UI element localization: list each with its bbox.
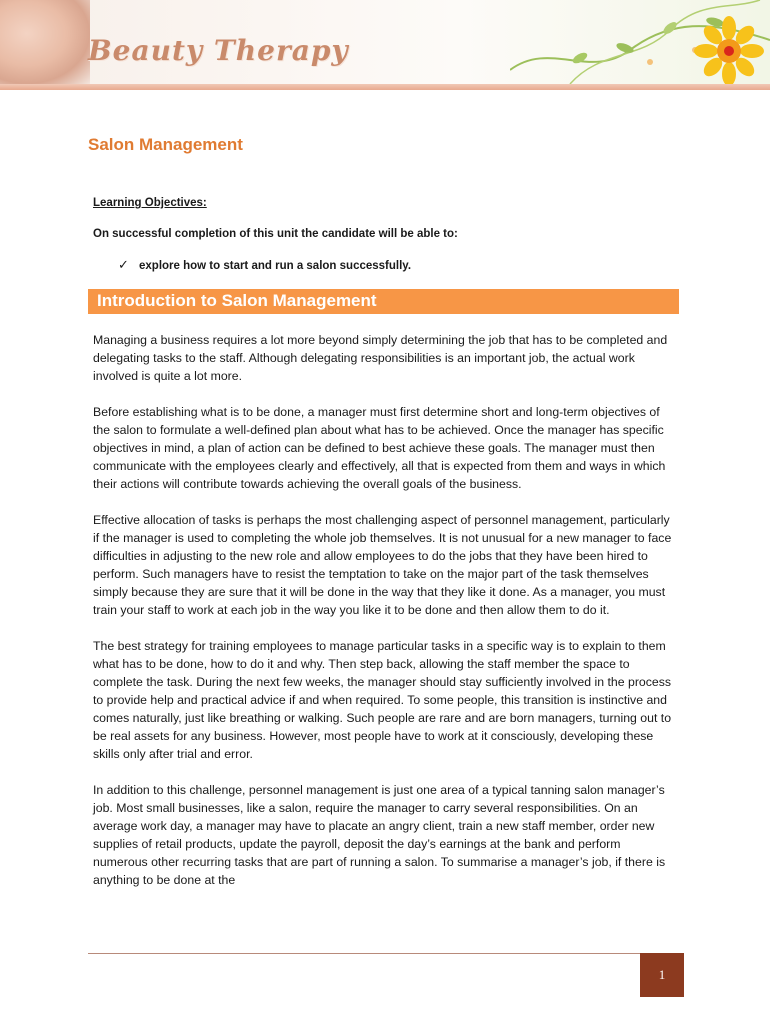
sunflower-icon [694, 16, 764, 86]
learning-objective-item [118, 257, 411, 273]
paragraph: Before establishing what is to be done, a manager must first determine short and long-term objectives of the salon to formulate a well-defined plan about what has to be achieved. Once the manager has specific objectives in mind, a plan of action can be defined to best achieve these goals. The manager must then communicate with the employees clearly and effectively, all that is expected from them and ways in which their actions will contribute towards achieving the overall goals of the business. [93, 405, 666, 491]
learning-objective-text: explore how to start and run a salon successfully. [139, 260, 412, 272]
header-banner [0, 0, 770, 90]
brand-title: Beauty Therapy [88, 34, 349, 67]
banner-divider [0, 84, 770, 90]
paragraph: Managing a business requires a lot more beyond simply determining the job that has to be completed and delegating tasks to the staff. Although delegating responsibilities is an important job, the actual work involved is quite a lot more. [93, 333, 668, 383]
checkmark-icon: ✓ [118, 257, 129, 272]
paragraph: Effective allocation of tasks is perhaps the most challenging aspect of personnel management, particularly if the manager is used to completing the whole job themselves. It is not unusual for a new manager to face difficulties in adjusting to the new role and allow employees to do the jobs that they have been hired to perform. Such managers have to resist the temptation to take on the major part of the task themselves simply because they are sure that it will be done in the way that they like it done. As a manager, you must train your staff to work at each job in the way you like it to be done and then allow them to do it. [93, 513, 672, 617]
section-heading-bar [88, 289, 679, 314]
paragraph: The best strategy for training employees to manage particular tasks in a specific way is to explain to them what has to be done, how to do it and why. Then step back, allowing the staff member the space to complete the task. During the next few weeks, the manager should stay sufficiently involved in the process to provide help and practical advice if and when required. To some people, this transition is instinctive and comes naturally, just like breathing or walking. Such people are rare and are born managers, turning out to be real assets for any business. However, most people have to work at it consciously, developing these skills only after trial and error. [93, 639, 672, 761]
page-number: 1 [640, 953, 684, 997]
face-image [0, 0, 90, 84]
document-title: Salon Management [88, 135, 243, 154]
footer-divider [88, 953, 684, 954]
section-body [93, 331, 676, 907]
learning-objectives-heading: Learning Objectives: [93, 197, 207, 209]
learning-objectives-intro: On successful completion of this unit the candidate will be able to: [93, 228, 458, 240]
section-heading: Introduction to Salon Management [97, 291, 377, 310]
paragraph: In addition to this challenge, personnel management is just one area of a typical tanning salon manager’s job. Most small businesses, like a salon, require the manager to carry several responsibilities. On an average work day, a manager may have to placate an angry client, train a new staff member, order new supplies of retail products, update the payroll, deposit the day’s earnings at the bank and perform numerous other recurring tasks that are part of running a salon. To summarise a manager’s job, if there is anything to be done at the [93, 783, 666, 887]
